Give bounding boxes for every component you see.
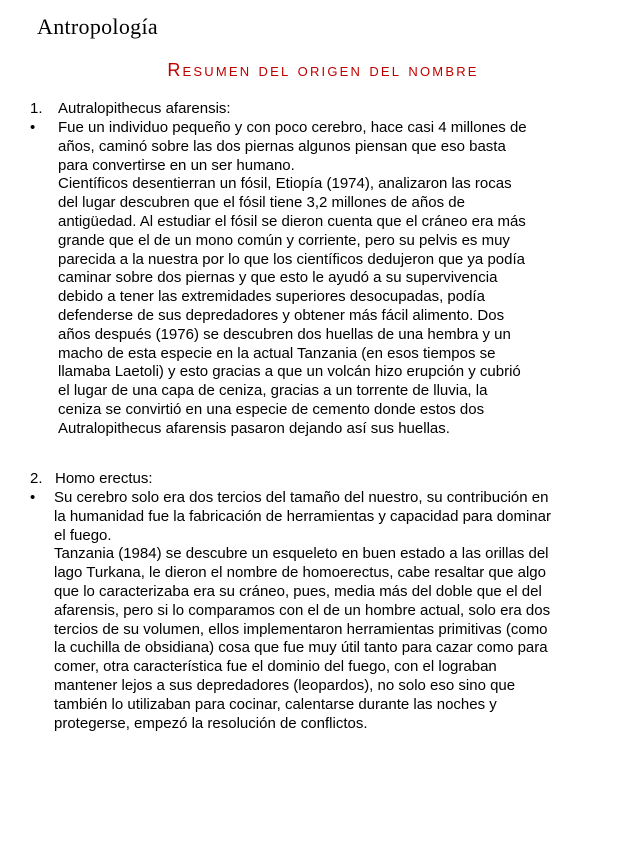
bullet-icon: •: [30, 119, 36, 136]
paragraph-line: Tanzania (1984) se descubre un esqueleto en buen estado a las orillas del: [54, 545, 549, 563]
paragraph-line: protegerse, empezó la resolución de conflictos.: [54, 714, 368, 732]
paragraph-line: ceniza se convirtió en una especie de cemento donde estos dos: [58, 400, 485, 418]
paragraph-line: que lo caracterizaba era su cráneo, pues, media más del doble que el del: [54, 582, 542, 600]
paragraph-line: llamaba Laetoli) y esto gracias a que un volcán hizo erupción y cubrió: [58, 363, 521, 381]
paragraph-line: defenderse de sus depredadores y obtener más fácil alimento. Dos: [58, 306, 505, 324]
paragraph-text: [58, 119, 598, 439]
section-number: 2.: [30, 470, 43, 487]
document-title: Resumen del origen del nombre: [167, 60, 479, 80]
section-heading-row: [28, 100, 598, 119]
bullet-item: [28, 119, 598, 439]
paragraph-line: del lugar descubren que el fósil tiene 3,2 millones de años de: [58, 194, 465, 212]
paragraph-line: macho de esta especie en la actual Tanzania (en esos tiempos se: [58, 344, 496, 362]
paragraph-line: parecida a la nuestra por lo que los científicos dedujeron que ya podía: [58, 250, 525, 268]
section-heading: Autralopithecus afarensis:: [58, 100, 231, 117]
paragraph-line: Fue un individuo pequeño y con poco cerebro, hace casi 4 millones de: [58, 119, 527, 136]
paragraph-line: años, caminó sobre las dos piernas algunos piensan que eso basta: [58, 137, 506, 155]
paragraph-line: Su cerebro solo era dos tercios del tamaño del nuestro, su contribución en: [54, 489, 549, 506]
paragraph-line: años después (1976) se descubren dos huellas de una hembra y un: [58, 325, 511, 343]
paragraph-line: Autralopithecus afarensis pasaron dejando así sus huellas.: [58, 419, 450, 437]
paragraph-line: también lo utilizaban para cocinar, calentarse durante las noches y: [54, 695, 497, 713]
paragraph-line: para convertirse en un ser humano.: [58, 156, 295, 174]
paragraph-line: lago Turkana, le dieron el nombre de homoerectus, cabe resaltar que algo: [54, 564, 546, 582]
paragraph-line: debido a tener las extremidades superiores desocupadas, podía: [58, 288, 485, 306]
section-heading-row: [28, 470, 598, 489]
paragraph-line: el fuego.: [54, 526, 112, 544]
paragraph-line: tercios de su volumen, ellos implementaron herramientas primitivas (como: [54, 620, 548, 638]
bullet-item: [28, 489, 598, 733]
section-heading: Homo erectus:: [55, 470, 153, 487]
section-homo-erectus: [28, 470, 598, 733]
document-header-subject: Antropología: [37, 14, 158, 39]
paragraph-line: la cuchilla de obsidiana) cosa que fue muy útil tanto para cazar como para: [54, 639, 548, 657]
paragraph-line: mantener lejos a sus depredadores (leopardos), no solo eso sino que: [54, 676, 516, 694]
paragraph-text: [54, 489, 598, 733]
paragraph-line: antigüedad. Al estudiar el fósil se dieron cuenta que el cráneo era más: [58, 212, 526, 230]
paragraph-line: la humanidad fue la fabricación de herramientas y capacidad para dominar: [54, 507, 551, 525]
paragraph-line: el lugar de una capa de ceniza, gracias a un torrente de lluvia, la: [58, 382, 488, 400]
paragraph-line: grande que el de un mono común y corriente, pero su pelvis es muy: [58, 231, 510, 249]
section-australopithecus: [28, 100, 598, 439]
paragraph-line: Científicos desentierran un fósil, Etiopía (1974), analizaron las rocas: [58, 175, 512, 193]
paragraph-line: afarensis, pero si lo comparamos con el de un hombre actual, solo era dos: [54, 601, 551, 619]
section-number: 1.: [30, 100, 43, 117]
paragraph-line: caminar sobre dos piernas y que esto le ayudó a su supervivencia: [58, 269, 498, 287]
bullet-icon: •: [30, 489, 36, 506]
paragraph-line: comer, otra característica fue el dominio del fuego, con el lograban: [54, 658, 497, 676]
